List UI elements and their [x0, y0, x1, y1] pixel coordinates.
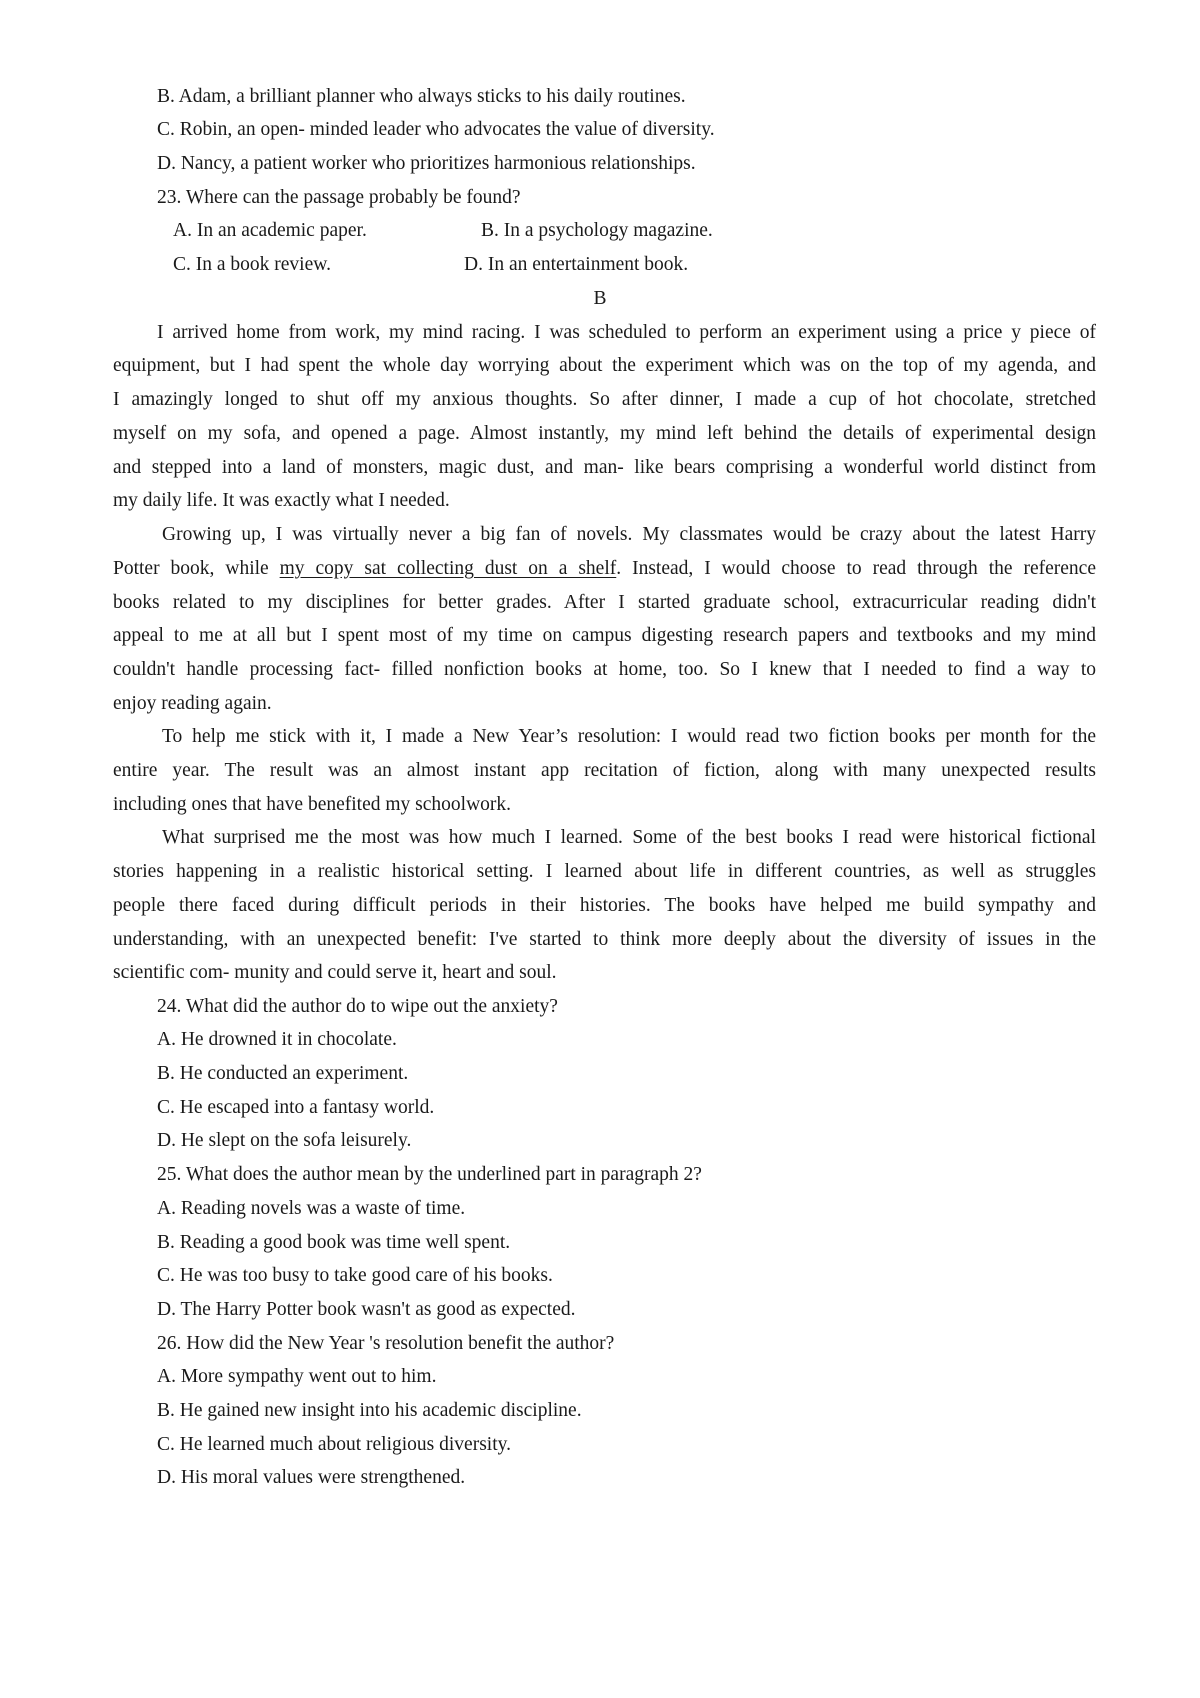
passage-p1-line: myself on my sofa, and opened a page. Almost instantly, my mind left behind the details of experimental design: [113, 423, 1096, 444]
q24-option-c: C. He escaped into a fantasy world.: [157, 1097, 435, 1118]
q25-option-a: A. Reading novels was a waste of time.: [157, 1198, 466, 1219]
underlined-phrase: my copy sat collecting dust on a shelf: [279, 558, 617, 579]
passage-p1-line: I arrived home from work, my mind racing. I was scheduled to perform an experiment using a price y piece of: [157, 322, 1096, 343]
q26-option-b: B. He gained new insight into his academic discipline.: [157, 1400, 582, 1421]
passage-p2-line: books related to my disciplines for better grades. After I started graduate school, extracurricular reading didn't: [113, 592, 1096, 613]
q25-option-d: D. The Harry Potter book wasn't as good as expected.: [157, 1299, 576, 1320]
passage-p1-line: equipment, but I had spent the whole day worrying about the experiment which was on the top of my agenda, and: [113, 355, 1096, 376]
passage-p2-line: Growing up, I was virtually never a big fan of novels. My classmates would be crazy about the latest Harry: [162, 524, 1096, 545]
q25-option-b: B. Reading a good book was time well spent.: [157, 1232, 511, 1253]
passage-p4-line: What surprised me the most was how much I learned. Some of the best books I read were historical fictional: [162, 827, 1096, 848]
passage-p2-line-underlined: [113, 556, 1096, 582]
passage-p1-line: my daily life. It was exactly what I needed.: [113, 490, 450, 511]
passage-p4-line: understanding, with an unexpected benefit: I've started to think more deeply about the diversity of issues in the: [113, 929, 1096, 950]
q23-option-a: A. In an academic paper.: [173, 220, 367, 241]
q25-option-c: C. He was too busy to take good care of his books.: [157, 1265, 553, 1286]
q25-question: 25. What does the author mean by the underlined part in paragraph 2?: [157, 1164, 702, 1185]
q22-option-b: B. Adam, a brilliant planner who always sticks to his daily routines.: [157, 86, 686, 107]
q22-option-d: D. Nancy, a patient worker who prioritizes harmonious relationships.: [157, 153, 696, 174]
q26-option-d: D. His moral values were strengthened.: [157, 1467, 466, 1488]
q26-question: 26. How did the New Year 's resolution benefit the author?: [157, 1333, 615, 1354]
passage-p4-line: scientific com- munity and could serve it, heart and soul.: [113, 962, 557, 983]
passage-p2-text: Potter book, while: [113, 558, 280, 579]
passage-p2-line: appeal to me at all but I spent most of my time on campus digesting research papers and textbooks and my mind: [113, 625, 1096, 646]
q26-option-a: A. More sympathy went out to him.: [157, 1366, 437, 1387]
passage-p3-line: entire year. The result was an almost instant app recitation of fiction, along with many unexpected results: [113, 760, 1096, 781]
q22-option-c: C. Robin, an open- minded leader who advocates the value of diversity.: [157, 119, 715, 140]
passage-p2-text: . Instead, I would choose to read through the reference: [616, 558, 1096, 579]
q23-question: 23. Where can the passage probably be found?: [157, 187, 521, 208]
q24-question: 24. What did the author do to wipe out the anxiety?: [157, 996, 558, 1017]
passage-p4-line: people there faced during difficult periods in their histories. The books have helped me build sympathy and: [113, 895, 1096, 916]
passage-p1-line: I amazingly longed to shut off my anxious thoughts. So after dinner, I made a cup of hot chocolate, stretched: [113, 389, 1096, 410]
passage-p3-line: including ones that have benefited my schoolwork.: [113, 794, 512, 815]
q23-option-d: D. In an entertainment book.: [464, 254, 689, 275]
passage-p4-line: stories happening in a realistic historical setting. I learned about life in different countries, as well as struggles: [113, 861, 1096, 882]
passage-p2-line: enjoy reading again.: [113, 693, 272, 714]
q23-option-c: C. In a book review.: [173, 254, 331, 275]
passage-p2-line: couldn't handle processing fact- filled nonfiction books at home, too. So I knew that I needed to find a way to: [113, 659, 1096, 680]
q24-option-b: B. He conducted an experiment.: [157, 1063, 409, 1084]
q24-option-a: A. He drowned it in chocolate.: [157, 1029, 397, 1050]
q26-option-c: C. He learned much about religious diversity.: [157, 1434, 511, 1455]
q24-option-d: D. He slept on the sofa leisurely.: [157, 1130, 412, 1151]
passage-p1-line: and stepped into a land of monsters, magic dust, and man- like bears comprising a wonderful world distinct from: [113, 457, 1096, 478]
passage-p3-line: To help me stick with it, I made a New Year’s resolution: I would read two fiction books per month for the: [162, 726, 1096, 747]
section-label: B: [593, 288, 607, 309]
q23-option-b: B. In a psychology magazine.: [481, 220, 713, 241]
